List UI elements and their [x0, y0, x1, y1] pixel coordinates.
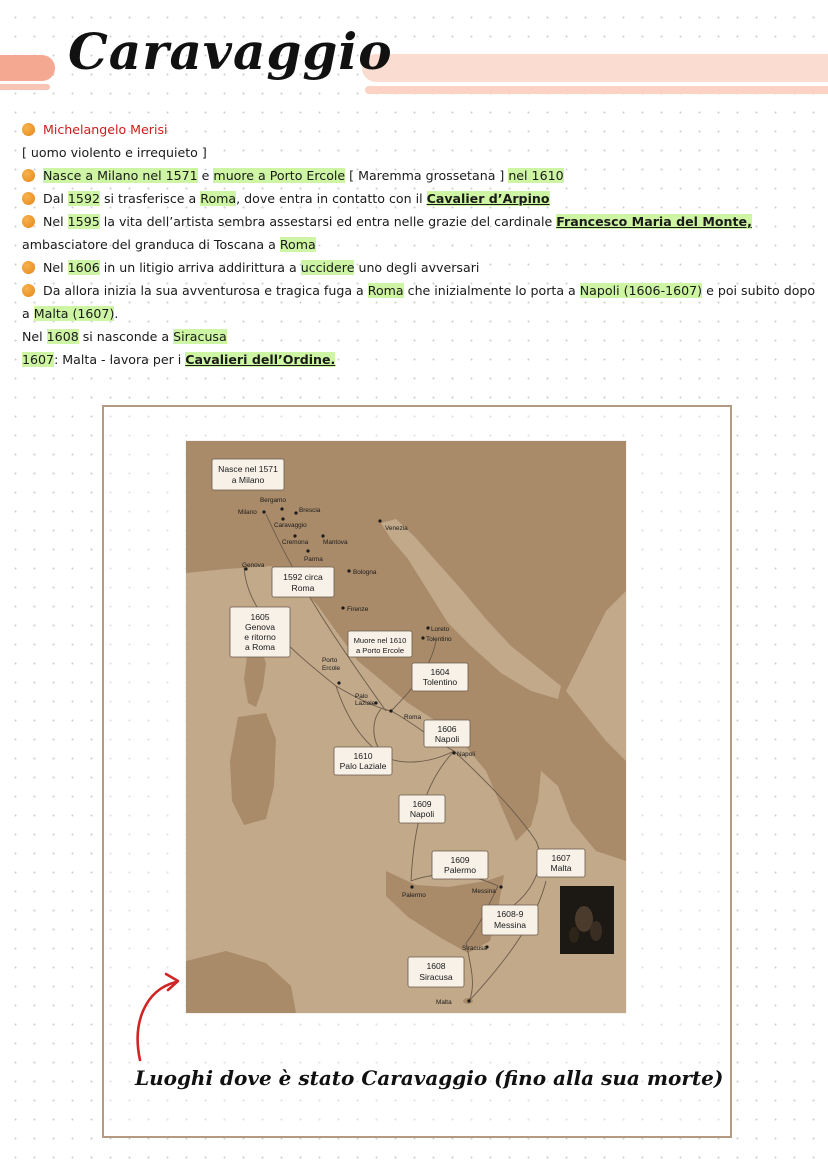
box-ercole-line-2: a Porto Ercole: [355, 646, 405, 655]
highlight-text: Nasce a Milano nel 1571: [43, 168, 198, 183]
dot-firenze: [341, 606, 344, 609]
dot-roma: [389, 709, 392, 712]
box-genova-line-4: a Roma: [244, 642, 276, 652]
city-bologna: Bologna: [353, 569, 377, 576]
note-text: : Malta - lavora per i: [54, 352, 186, 367]
bullet-icon: [22, 192, 35, 205]
box-napoli-1606: [424, 720, 470, 747]
highlight-text: 1607: [22, 352, 55, 367]
note-line-6: [22, 233, 822, 256]
note-text: uno degli avversari: [354, 260, 480, 275]
highlight-text: muore a Porto Ercole: [213, 168, 346, 183]
dot-brescia: [294, 511, 297, 514]
city-milano: Milano: [238, 509, 257, 516]
note-line-3: [22, 164, 822, 187]
highlight-text: Siracusa: [173, 329, 227, 344]
note-text: [ Maremma grossetana ]: [345, 168, 509, 183]
note-text: la vita dell’artista sembra assestarsi ed entra nelle grazie del cardinale: [99, 214, 557, 229]
city-roma: Roma: [404, 714, 422, 721]
box-napoli1609-line-1: 1609: [412, 799, 432, 809]
box-tolentino-line-1: 1604: [430, 667, 450, 677]
note-text: si trasferisce a: [99, 191, 201, 206]
city-siracusa: Siracusa: [462, 945, 487, 952]
highlight-text: Malta (1607): [33, 306, 115, 321]
box-siracusa-1608: [408, 957, 464, 987]
city-brescia: Brescia: [299, 507, 321, 514]
box-genova-line-2: Genova: [244, 622, 276, 632]
box-napoli-1609: [399, 795, 445, 823]
note-line-9: [22, 302, 822, 325]
box-tolentino-1604: [412, 663, 468, 691]
red-arrow-icon: [130, 968, 190, 1068]
box-napoli1606-line-1: 1606: [437, 724, 457, 734]
title-banner-right: [362, 54, 828, 82]
box-milano: [212, 459, 284, 490]
city-firenze: Firenze: [347, 606, 369, 613]
box-roma-line-2: Roma: [291, 583, 315, 593]
note-text: e: [197, 168, 214, 183]
box-porto-ercole: [348, 631, 412, 657]
note-text: a: [22, 306, 34, 321]
dot-tolentino: [421, 636, 424, 639]
box-palermo-1609: [432, 851, 488, 879]
box-ercole-line-1: Muore nel 1610: [353, 636, 407, 645]
highlight-text: 1592: [67, 191, 100, 206]
dot-parma: [306, 549, 309, 552]
city-loreto: Loreto: [431, 626, 450, 633]
dot-milano: [262, 510, 265, 513]
box-siracusa-line-2: Siracusa: [419, 972, 453, 982]
page-title: Caravaggio: [68, 22, 393, 81]
note-line-7: [22, 256, 822, 279]
note-line-1: [22, 118, 822, 141]
highlight-text: Cavalieri dell’Ordine.: [185, 352, 336, 367]
city-mantova: Mantova: [323, 539, 348, 546]
dot-messina: [499, 885, 502, 888]
title-banner-right-underline: [365, 86, 828, 94]
highlight-text: Cavalier d’Arpino: [426, 191, 550, 206]
box-messina-1608: [482, 905, 538, 935]
city-caravaggio: Caravaggio: [274, 522, 307, 529]
dot-porto-ercole: [337, 681, 340, 684]
bullet-icon: [22, 169, 35, 182]
note-text: e poi subito dopo: [702, 283, 816, 298]
dot-caravaggio: [281, 517, 284, 520]
note-text: in un litigio arriva addirittura a: [99, 260, 301, 275]
dot-malta: [467, 999, 470, 1002]
note-line-10: [22, 325, 822, 348]
highlight-text: Roma: [200, 191, 237, 206]
bullet-icon: [22, 284, 35, 297]
city-porto: Porto: [322, 657, 338, 664]
box-milano-line-2: a Milano: [231, 475, 265, 485]
city-bergamo: Bergamo: [260, 497, 286, 504]
dot-palermo: [410, 885, 413, 888]
city-tolentino: Tolentino: [426, 636, 452, 643]
city-genova: Genova: [242, 562, 265, 569]
city-laziale: Laziale: [355, 700, 376, 707]
box-genova-1605: [230, 607, 290, 657]
italy-map: [186, 441, 626, 1013]
dot-napoli: [452, 751, 455, 754]
dot-mantova: [321, 534, 324, 537]
note-text: Nel: [43, 214, 68, 229]
city-venezia: Venezia: [385, 525, 408, 532]
highlight-text: 1606: [67, 260, 100, 275]
note-text: Nel: [22, 329, 47, 344]
city-palermo: Palermo: [402, 892, 426, 899]
note-line-5: [22, 210, 822, 233]
note-line-8: [22, 279, 822, 302]
box-palermo-line-1: 1609: [450, 855, 470, 865]
highlight-text: 1595: [67, 214, 100, 229]
note-text: che inizialmente lo porta a: [403, 283, 580, 298]
box-palo-1610: [334, 747, 392, 775]
city-napoli: Napoli: [457, 751, 476, 758]
highlight-text: Napoli (1606-1607): [579, 283, 703, 298]
highlight-text: uccidere: [300, 260, 355, 275]
dot-cremona: [293, 534, 296, 537]
note-text: Da allora inizia la sua avventurosa e tragica fuga a: [43, 283, 368, 298]
title-banner-left-underline: [0, 84, 50, 90]
box-messina-line-1: 1608-9: [496, 909, 524, 919]
note-text: Nel: [43, 260, 68, 275]
box-palermo-line-2: Palermo: [444, 865, 476, 875]
box-malta-line-1: 1607: [551, 853, 571, 863]
dot-loreto: [426, 626, 429, 629]
city-cremona: Cremona: [282, 539, 309, 546]
city-parma: Parma: [304, 556, 323, 563]
box-palo-line-2: Palo Laziale: [339, 761, 387, 771]
box-palo-line-1: 1610: [353, 751, 373, 761]
box-napoli1609-line-2: Napoli: [409, 809, 435, 819]
box-malta-1607: [537, 849, 585, 877]
box-milano-line-1: Nasce nel 1571: [218, 464, 278, 474]
box-siracusa-line-1: 1608: [426, 961, 446, 971]
map-caption: Luoghi dove è stato Caravaggio (fino alla sua morte): [135, 1066, 724, 1090]
dot-bergamo: [280, 507, 283, 510]
title-banner-left: [0, 55, 55, 81]
city-palo: Palo: [355, 693, 368, 700]
note-text: .: [114, 306, 119, 321]
highlight-text: Roma: [279, 237, 316, 252]
dot-venezia: [378, 519, 381, 522]
bullet-icon: [22, 215, 35, 228]
bullet-icon: [22, 261, 35, 274]
highlight-text: Francesco Maria del Monte,: [556, 214, 752, 229]
note-line-2: [22, 141, 822, 164]
box-malta-line-2: Malta: [550, 863, 572, 873]
highlight-text: 1608: [46, 329, 79, 344]
note-text: , dove entra in contatto con il: [236, 191, 427, 206]
box-napoli1606-line-2: Napoli: [434, 734, 460, 744]
box-genova-line-1: 1605: [250, 612, 270, 622]
note-text: ambasciatore del granduca di Toscana a: [22, 237, 280, 252]
box-roma-line-1: 1592 circa: [283, 572, 323, 582]
dot-bologna: [347, 569, 350, 572]
artist-name: Michelangelo Merisi: [43, 122, 168, 137]
highlight-text: Roma: [367, 283, 404, 298]
city-malta: Malta: [436, 999, 452, 1006]
note-text: Dal: [43, 191, 68, 206]
box-messina-line-2: Messina: [494, 920, 526, 930]
bullet-icon: [22, 123, 35, 136]
box-tolentino-line-2: Tolentino: [422, 677, 458, 687]
note-line-11: [22, 348, 822, 371]
box-roma-1592: [272, 567, 334, 597]
city-messina: Messina: [472, 888, 496, 895]
notes-section: [22, 118, 822, 371]
city-ercole: Ercole: [322, 665, 341, 672]
note-line-4: [22, 187, 822, 210]
note-text: si nasconde a: [78, 329, 174, 344]
painting-thumbnail: [560, 886, 614, 954]
highlight-text: nel 1610: [508, 168, 564, 183]
note-text: [ uomo violento e irrequieto ]: [22, 145, 207, 160]
box-genova-line-3: e ritorno: [244, 632, 276, 642]
